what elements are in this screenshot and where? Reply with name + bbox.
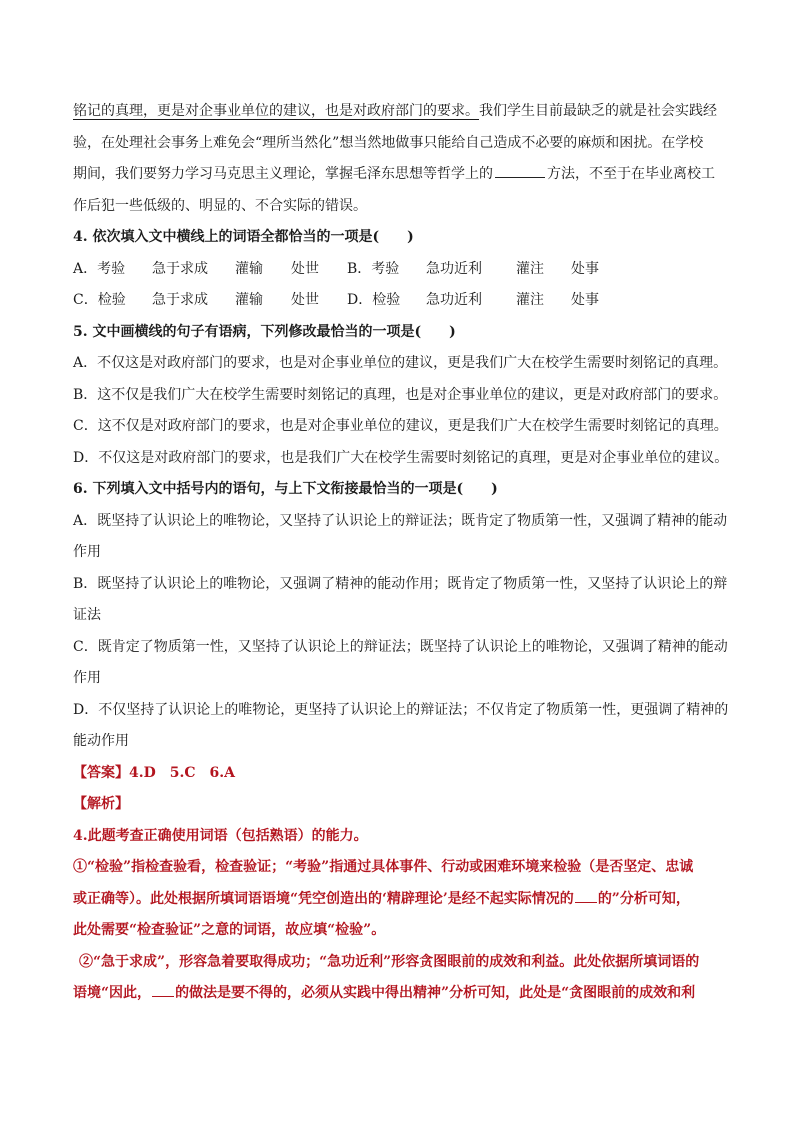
question-5-option-c: C．这不仅是对政府部门的要求，也是对企事业单位的建议，更是我们广大在校学生需要时刻铭记的真理。 [73,418,728,434]
question-6-option-c: C．既肯定了物质第一性，又坚持了认识论上的辩证法；既坚持了认识论上的唯物论，又强调了精神的能动 [73,638,728,655]
answer-line [73,758,723,790]
question-5-option-b: B．这不仅是我们广大在校学生需要时刻铭记的真理，也是对企事业单位的建议，更是对政府部门的要求。 [73,386,728,403]
question-6-option-d-cont: 能动作用 [73,733,129,749]
question-4-options-cd: C．检验 急于求成 灌输 处世 D．检验 急功近利 灌注 处事 [73,292,599,308]
explanation-p2-line-1: ②“急于求成”，形容急着要取得成功；“急功近利”形容贪图眼前的成效和利益。此处依据所填词语的 [79,953,700,970]
fill-blank [152,982,174,997]
passage-line-2: 验，在处理社会事务上难免会“理所当然化”想当然地做事只能给自己造成不必要的麻烦和困扰。在学校 [73,134,704,151]
explanation-p1-line-1: ①“检验”指检查验看，检查验证；“考验”指通过具体事件、行动或困难环境来检验（是否坚定、忠诚 [73,859,694,875]
question-4-stem: 4. 依次填入文中横线上的词语全都恰当的一项是( ) [73,229,414,245]
question-5-stem: 5. 文中画横线的句子有语病，下列修改最恰当的一项是( ) [73,323,456,340]
question-6-option-a: A．既坚持了认识论上的唯物论，又坚持了认识论上的辩证法；既肯定了物质第一性，又强调了精神的能动 [73,512,728,529]
explanation-title: 4.此题考查正确使用词语（包括熟语）的能力。 [73,827,368,844]
analysis-label: 【解析】 [73,796,129,812]
passage-line-1: 铭记的真理，更是对企事业单位的建议，也是对政府部门的要求。我们学生目前最缺乏的就是社会实践经 [73,103,717,119]
question-5-option-d: D．不仅这是对政府部门的要求，也是我们广大在校学生需要时刻铭记的真理，更是对企事业单位的建议。 [73,449,729,466]
explanation-p1-line-3: 此处需要“检查验证”之意的词语，故应填“检验”。 [73,922,386,938]
passage-line-3: 期间，我们要努力学习马克思主义理论，掌握毛泽东思想等哲学上的 方法，不至于在毕业离校工 [73,159,723,191]
explanation-p2-line-2: 语境“因此， 的做法是要不得的，必须从实践中得出精神”分析可知，此处是“贪图眼前的成效和利 [73,978,723,1010]
question-6-option-d: D．不仅坚持了认识论上的唯物论，更坚持了认识论上的辩证法；不仅肯定了物质第一性，更强调了精神的 [73,701,729,718]
fill-blank [575,888,597,903]
question-6-option-b-cont: 证法 [73,607,101,623]
document-page [73,96,729,1010]
question-4-options-ab: A．考验 急于求成 灌输 处世 B．考验 急功近利 灌注 处事 [73,260,599,277]
explanation-p1-line-2: 或正确等）。此处根据所填词语语境“凭空创造出的‘精辟理论’是经不起实际情况的 的”分析可知， [73,884,723,916]
question-5-option-a: A．不仅这是对政府部门的要求，也是对企事业单位的建议，更是我们广大在校学生需要时刻铭记的真理。 [73,355,728,371]
answer-value: 4.D 5.C 6.A [129,764,235,781]
underlined-sentence: 铭记的真理，更是对企事业单位的建议，也是对政府部门的要求。 [73,103,479,119]
question-6-option-b: B．既坚持了认识论上的唯物论，又强调了精神的能动作用；既肯定了物质第一性，又坚持了认识论上的辩 [73,575,728,592]
passage-line-4: 作后犯一些低级的、明显的、不合实际的错误。 [73,197,367,214]
answer-label: 【答案】 [73,764,129,781]
question-6-option-a-cont: 作用 [73,544,101,560]
question-6-option-c-cont: 作用 [73,670,101,686]
question-6-stem: 6. 下列填入文中括号内的语句，与上下文衔接最恰当的一项是( ) [73,481,498,497]
fill-blank [495,163,545,178]
